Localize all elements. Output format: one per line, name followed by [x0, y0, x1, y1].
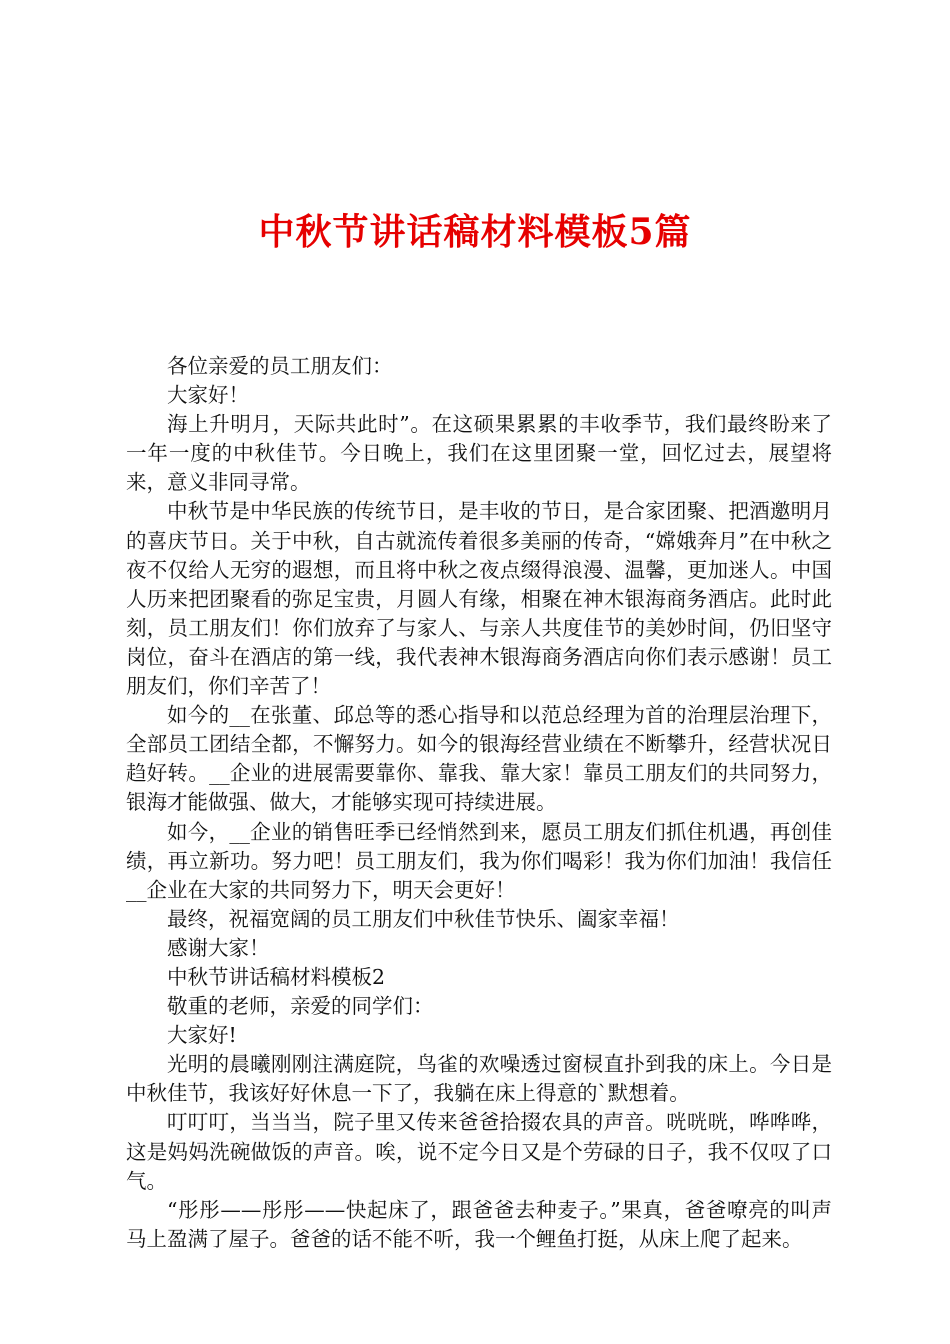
- paragraph-thanks: 感谢大家！: [167, 935, 270, 960]
- paragraph: 如今的__在张董、邱总等的悉心指导和以范总经理为首的治理层治理下，全部员工团结全都，不懈努力。如今的银海经营业绩在不断攀升，经营状况日趋好转。__企业的进展需要靠你、靠我、靠大家！靠员工朋友们的共同努力，银海才能做强、做大，才能够实现可持续进展。: [126, 703, 832, 815]
- paragraph: 海上升明月，天际共此时”。在这硕果累累的丰收季节，我们最终盼来了一年一度的中秋佳节。今日晚上，我们在这里团聚一堂，回忆过去，展望将来，意义非同寻常。: [126, 412, 832, 495]
- paragraph: 光明的晨曦刚刚注满庭院，鸟雀的欢噪透过窗棂直扑到我的床上。今日是中秋佳节，我该好好休息一下了，我躺在床上得意的`默想着。: [126, 1052, 832, 1106]
- paragraph-salutation: 各位亲爱的员工朋友们：: [167, 354, 393, 378]
- paragraph: 叮叮叮，当当当，院子里又传来爸爸拾掇农具的声音。咣咣咣，哗哗哗，这是妈妈洗碗做饭的声音。唉，说不定今日又是个劳碌的日子，我不仅叹了口气。: [126, 1110, 832, 1193]
- paragraph-salutation: 敬重的老师，亲爱的同学们：: [167, 994, 434, 1019]
- paragraph: 最终，祝福宽阔的员工朋友们中秋佳节快乐、阖家幸福！: [167, 906, 680, 931]
- paragraph-greeting: 大家好！: [167, 383, 249, 408]
- section-heading: 中秋节讲话稿材料模板2: [167, 964, 386, 989]
- document-title: 中秋节讲话稿材料模板5篇: [258, 211, 692, 253]
- paragraph: 如今，__企业的销售旺季已经悄然到来，愿员工朋友们抓住机遇，再创佳绩，再立新功。努力吧！员工朋友们，我为你们喝彩！我为你们加油！我信任__企业在大家的共同努力下，明天会更好！: [126, 819, 832, 902]
- paragraph: “彤彤——彤彤——快起床了，跟爸爸去种麦子。”果真，爸爸嘹亮的叫声马上盈满了屋子。爸爸的话不能不听，我一个鲤鱼打挺，从床上爬了起来。: [126, 1197, 832, 1251]
- paragraph: 中秋节是中华民族的传统节日，是丰收的节日，是合家团聚、把酒邀明月的喜庆节日。关于中秋，自古就流传着很多美丽的传奇，“嫦娥奔月”在中秋之夜不仅给人无穷的遐想，而且将中秋之夜点缀得浪漫、温馨，更加迷人。中国人历来把团聚看的弥足宝贵，月圆人有缘，相聚在神木银海商务酒店。此时此刻，员工朋友们！你们放弃了与家人、与亲人共度佳节的美妙时间，仍旧坚守岗位，奋斗在酒店的第一线，我代表神木银海商务酒店向你们表示感谢！员工朋友们，你们辛苦了！: [126, 499, 832, 699]
- paragraph-greeting: 大家好!: [167, 1023, 237, 1048]
- document-body: [126, 352, 832, 1254]
